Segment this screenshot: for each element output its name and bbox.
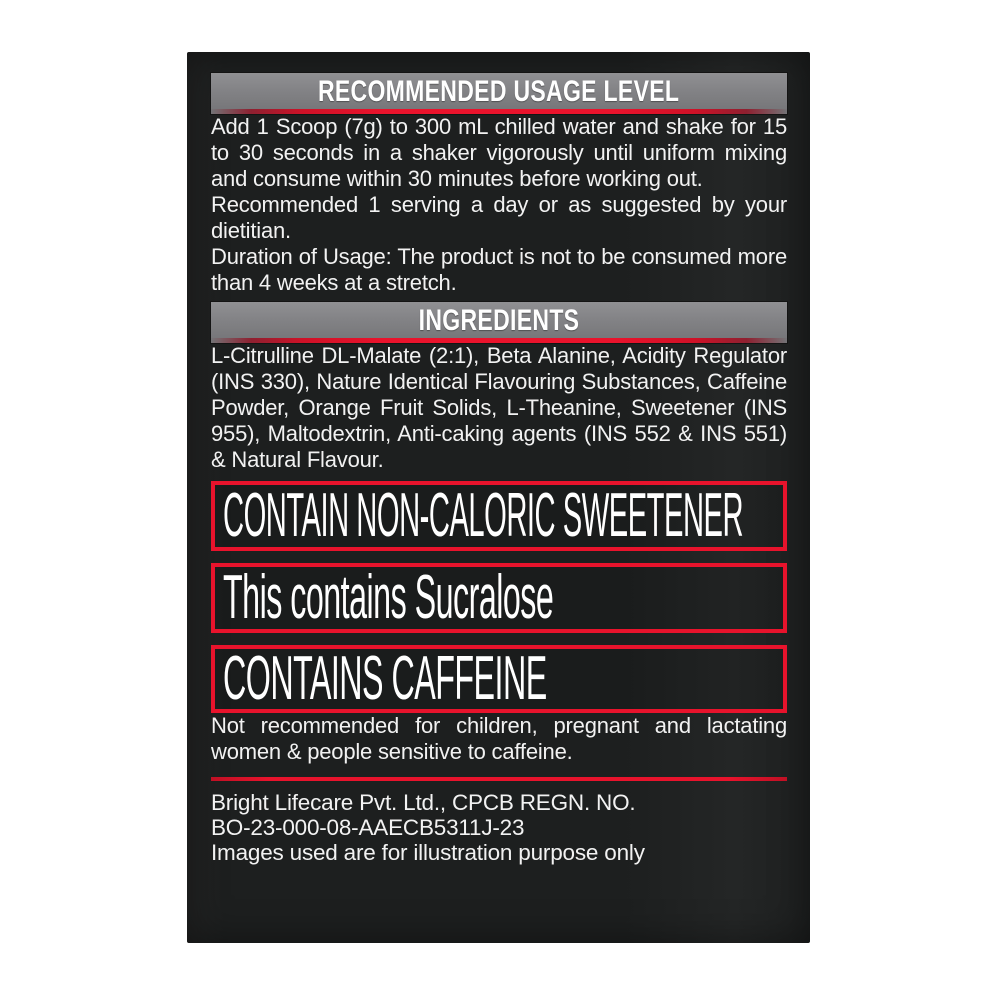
footer-block xyxy=(211,790,787,865)
warning-text-non-caloric-sweetener: CONTAIN NON-CALORIC SWEETENER xyxy=(223,481,744,550)
footer-divider-red-line xyxy=(211,777,787,781)
manufacturer-line: Bright Lifecare Pvt. Ltd., CPCB REGN. NO. xyxy=(211,790,636,815)
usage-header-bar xyxy=(211,73,787,114)
warning-text-caffeine: CONTAINS CAFFEINE xyxy=(223,644,547,713)
usage-header-title: RECOMMENDED USAGE LEVEL xyxy=(318,74,680,108)
ingredients-header-bar xyxy=(211,302,787,343)
warning-box-caffeine xyxy=(211,645,787,713)
duration-of-usage-paragraph: Duration of Usage: The product is not to be consumed more than 4 weeks at a stretch. xyxy=(211,244,787,295)
supplement-label-panel xyxy=(187,52,810,943)
usage-instructions-paragraph: Add 1 Scoop (7g) to 300 mL chilled water and shake for 15 to 30 seconds in a shaker vigorously until uniform mixing and consume within 30 minutes before working out. xyxy=(211,114,787,191)
warning-box-non-caloric-sweetener xyxy=(211,481,787,551)
warning-text-sucralose: This contains Sucralose xyxy=(223,563,554,632)
ingredients-header-red-accent-line xyxy=(211,338,787,343)
serving-recommendation-paragraph: Recommended 1 serving a day or as suggested by your dietitian. xyxy=(211,192,787,243)
caffeine-sensitivity-note: Not recommended for children, pregnant and lactating women & people sensitive to caffeine. xyxy=(211,713,787,764)
illustration-disclaimer-line: Images used are for illustration purpose only xyxy=(211,840,645,865)
ingredients-header-title: INGREDIENTS xyxy=(418,303,580,337)
ingredients-list-text: L-Citrulline DL-Malate (2:1), Beta Alanine, Acidity Regulator (INS 330), Nature Identical Flavouring Substances, Caffeine Powder, Orange Fruit Solids, L-Theanine, Sweetener (INS 955), Maltodextrin, Anti-caking agents (INS 552 & INS 551) & Natural Flavour. xyxy=(211,343,787,472)
warning-box-sucralose xyxy=(211,563,787,633)
registration-number-line: BO-23-000-08-AAECB5311J-23 xyxy=(211,815,525,840)
usage-header-red-accent-line xyxy=(211,109,787,114)
